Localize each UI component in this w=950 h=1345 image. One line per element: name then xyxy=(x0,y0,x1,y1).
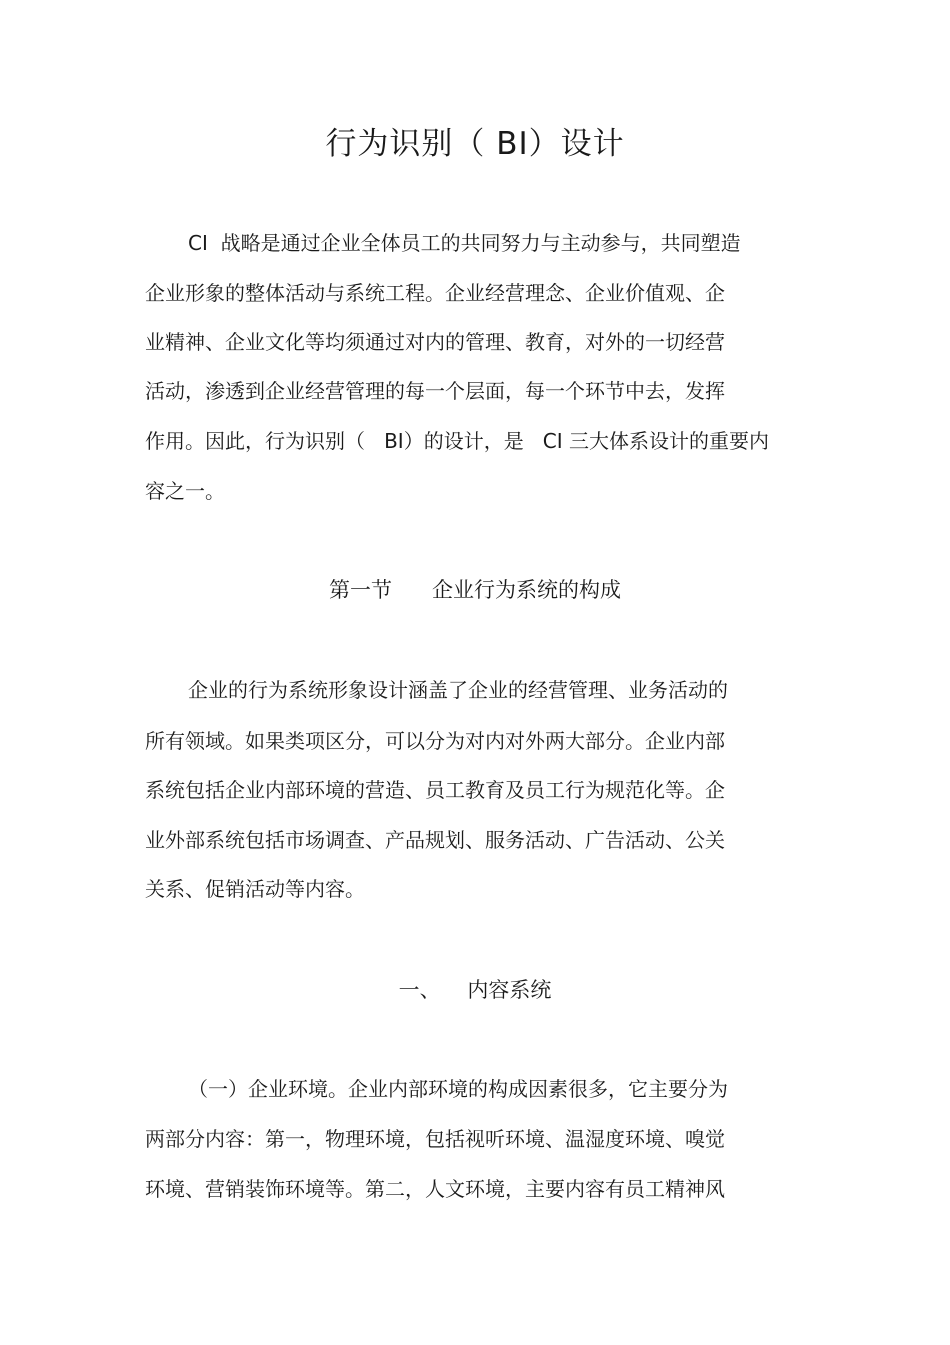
paragraph-line: 容之一。 xyxy=(145,479,225,503)
paragraph-line: 系统包括企业内部环境的营造、员工教育及员工行为规范化等。企 xyxy=(145,778,725,802)
paragraph-line: 业精神、企业文化等均须通过对内的管理、教育，对外的一切经营 xyxy=(145,330,725,354)
paragraph-line: 关系、促销活动等内容。 xyxy=(145,877,365,901)
paragraph-line: 企业的行为系统形象设计涵盖了企业的经营管理、业务活动的 xyxy=(188,678,728,702)
subsection-heading: 一、 内容系统 xyxy=(398,978,552,1002)
paragraph-line: （一）企业环境。企业内部环境的构成因素很多，它主要分为 xyxy=(188,1077,728,1101)
paragraph-line: 业外部系统包括市场调查、产品规划、服务活动、广告活动、公关 xyxy=(145,828,725,852)
paragraph-line: CI 战略是通过企业全体员工的共同努力与主动参与，共同塑造 xyxy=(188,231,741,255)
section-heading: 第一节 企业行为系统的构成 xyxy=(328,578,622,602)
paragraph-line: 所有领域。如果类项区分，可以分为对内对外两大部分。企业内部 xyxy=(145,729,725,753)
paragraph-line: 作用。因此，行为识别（ BI）的设计，是 CI 三大体系设计的重要内 xyxy=(145,429,769,453)
paragraph-line: 活动，渗透到企业经营管理的每一个层面，每一个环节中去，发挥 xyxy=(145,379,725,403)
paragraph-line: 企业形象的整体活动与系统工程。企业经营理念、企业价值观、企 xyxy=(145,281,725,305)
document-title: 行为识别（ BI）设计 xyxy=(325,126,625,162)
paragraph-line: 环境、营销装饰环境等。第二，人文环境，主要内容有员工精神风 xyxy=(145,1177,725,1201)
paragraph-line: 两部分内容：第一，物理环境，包括视听环境、温湿度环境、嗅觉 xyxy=(145,1127,725,1151)
